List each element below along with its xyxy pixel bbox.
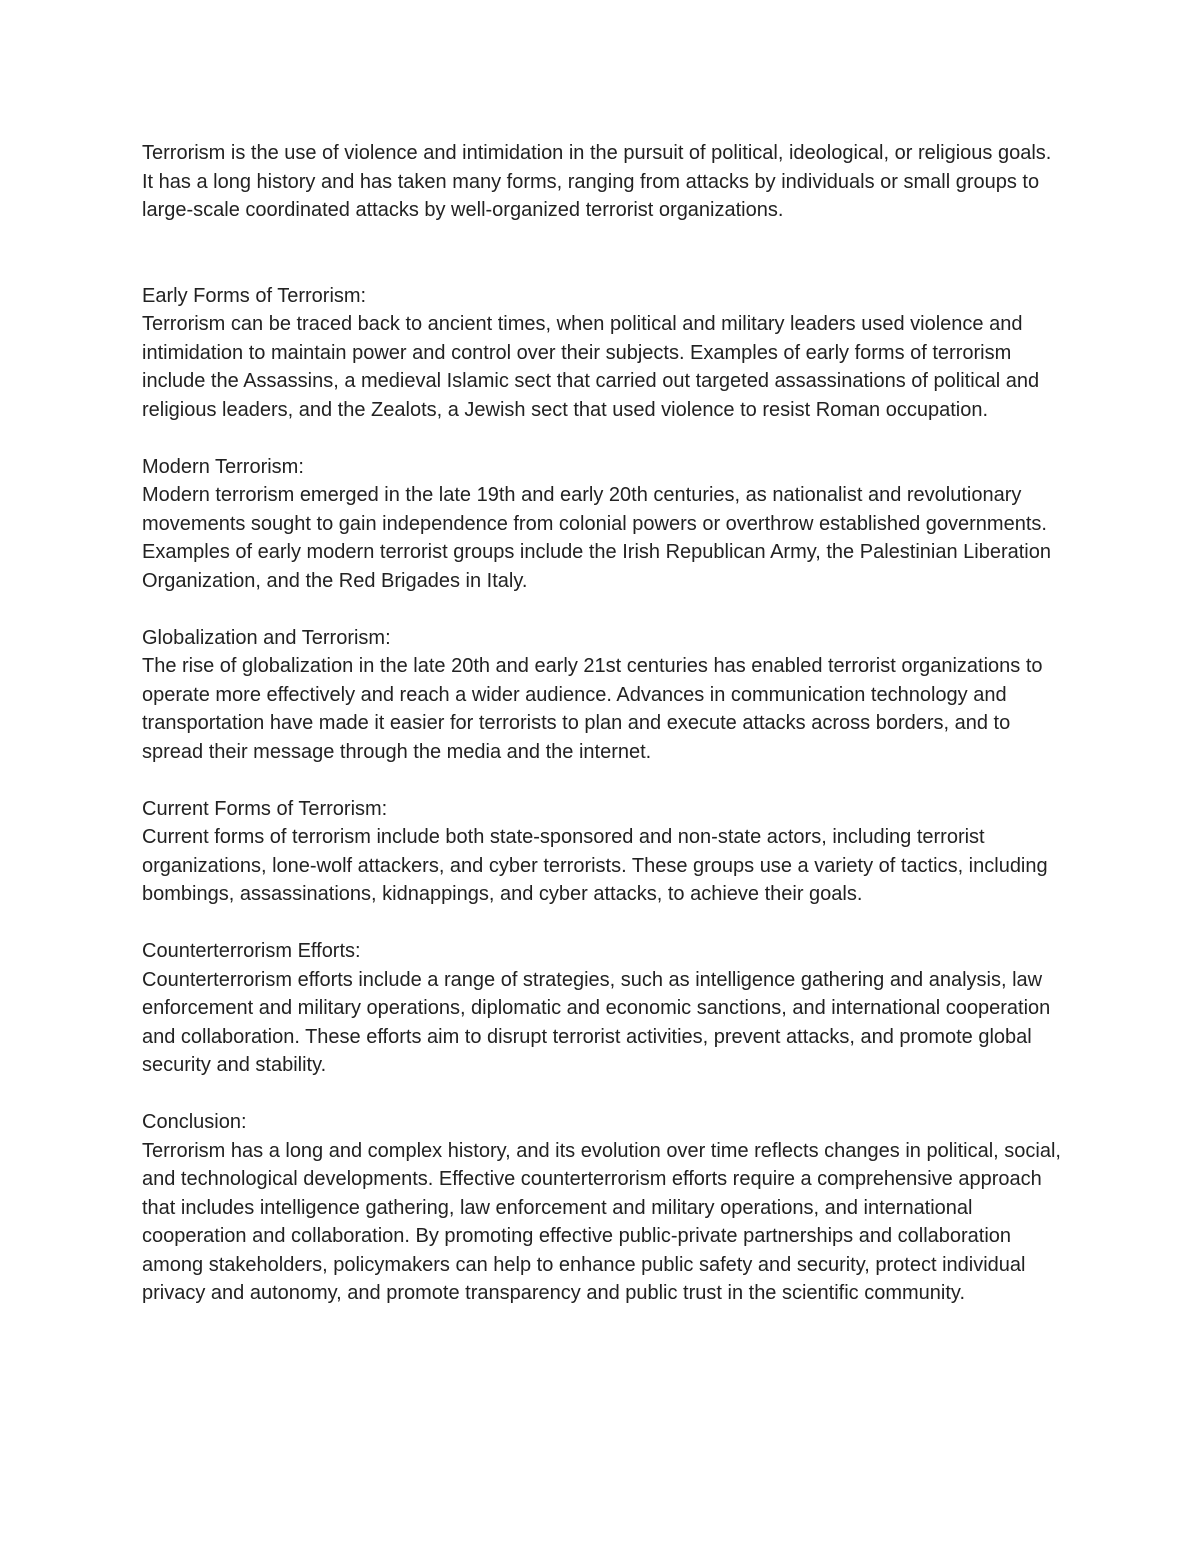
section-modern-terrorism bbox=[142, 453, 1066, 596]
section-counterterrorism bbox=[142, 937, 1066, 1080]
section-current-forms bbox=[142, 795, 1066, 909]
section-early-forms bbox=[142, 282, 1066, 425]
section-heading: Modern Terrorism: bbox=[142, 455, 304, 478]
section-body: Current forms of terrorism include both state-sponsored and non-state actors, including terrorist organizations, lone-wolf attackers, and cyber terrorists. These groups use a variety of tactics, including bombings, assassinations, kidnappings, and cyber attacks, to achieve their goals. bbox=[142, 826, 1048, 905]
section-heading: Current Forms of Terrorism: bbox=[142, 797, 388, 820]
section-globalization bbox=[142, 624, 1066, 767]
section-body: The rise of globalization in the late 20th and early 21st centuries has enabled terrorist organizations to operate more effectively and reach a wider audience. Advances in communication technology and transportation have made it easier for terrorists to plan and execute attacks across borders, and to spread their message through the media and the internet. bbox=[142, 655, 1043, 763]
section-heading: Conclusion: bbox=[142, 1111, 247, 1133]
section-heading: Early Forms of Terrorism: bbox=[142, 284, 367, 307]
section-heading: Globalization and Terrorism: bbox=[142, 626, 391, 649]
section-body: Terrorism can be traced back to ancient times, when political and military leaders used violence and intimidation to maintain power and control over their subjects. Examples of early forms of terrorism include the Assassins, a medieval Islamic sect that carried out targeted assassinations of political and religious leaders, and the Zealots, a Jewish sect that used violence to resist Roman occupation. bbox=[142, 313, 1040, 421]
section-body: Modern terrorism emerged in the late 19th and early 20th centuries, as nationalist and revolutionary movements sought to gain independence from colonial powers or overthrow established governments. Examples of early modern terrorist groups include the Irish Republican Army, the Palestinian Liberation Organization, and the Red Brigades in Italy. bbox=[142, 484, 1051, 592]
section-conclusion bbox=[142, 1108, 1066, 1308]
intro-paragraph: Terrorism is the use of violence and intimidation in the pursuit of political, ideological, or religious goals. It has a long history and has taken many forms, ranging from attacks by individuals or small groups to large-scale coordinated attacks by well-organized terrorist organizations. bbox=[142, 142, 1052, 221]
section-body: Terrorism has a long and complex history, and its evolution over time reflects changes in political, social, and technological developments. Effective counterterrorism efforts require a comprehensive approach that includes intelligence gathering, law enforcement and military operations, and international cooperation and collaboration. By promoting effective public-private partnerships and collaboration among stakeholders, policymakers can help to enhance public safety and security, protect individual privacy and autonomy, and promote transparency and public trust in the scientific community. bbox=[142, 1139, 1061, 1304]
section-body: Counterterrorism efforts include a range of strategies, such as intelligence gathering and analysis, law enforcement and military operations, diplomatic and economic sanctions, and international cooperation and collaboration. These efforts aim to disrupt terrorist activities, prevent attacks, and promote global security and stability. bbox=[142, 968, 1051, 1076]
section-heading: Counterterrorism Efforts: bbox=[142, 940, 361, 962]
